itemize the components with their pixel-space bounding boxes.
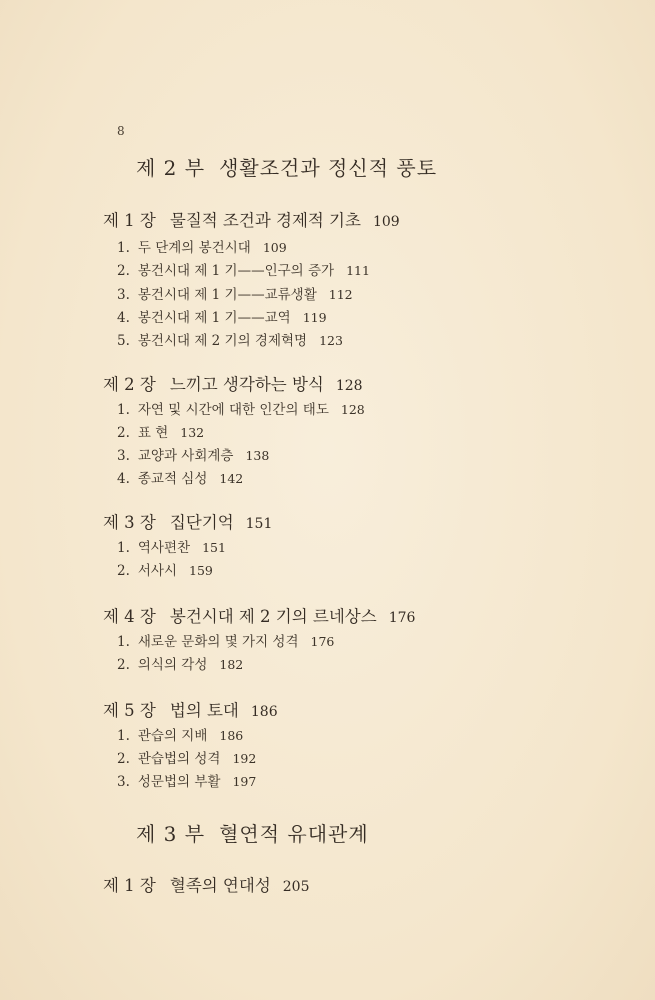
section-number: 2. — [117, 425, 130, 441]
chapter-4-heading — [103, 603, 415, 627]
section-page: 138 — [245, 448, 270, 463]
section-number: 3. — [117, 774, 130, 790]
section-title: 관습의 지배 — [137, 728, 208, 744]
section-title: 봉건시대 제 1 기——교류생활 — [137, 287, 317, 303]
chapter-page: 186 — [250, 704, 278, 720]
chapter-title: 물질적 조건과 경제적 기초 — [169, 211, 361, 230]
chapter-number: 제 2 장 — [103, 375, 156, 394]
section-entry — [117, 630, 334, 650]
section-title: 표 현 — [137, 425, 169, 441]
section-number: 2. — [117, 657, 130, 673]
section-number: 4. — [117, 471, 130, 487]
section-entry — [117, 306, 327, 326]
part-label: 제 3 부 — [136, 822, 206, 846]
section-entry — [117, 444, 269, 464]
section-title: 봉건시대 제 2 기의 경제혁명 — [137, 333, 308, 349]
chapter-page: 128 — [335, 378, 363, 394]
section-page: 151 — [202, 540, 226, 555]
section-page: 192 — [232, 751, 257, 766]
section-number: 1. — [117, 728, 130, 744]
section-number: 1. — [117, 240, 130, 256]
part-name: 혈연적 유대관계 — [219, 822, 369, 846]
section-number: 1. — [117, 540, 130, 556]
section-page: 123 — [319, 333, 343, 348]
chapter-title: 법의 토대 — [169, 701, 239, 720]
section-page: 176 — [310, 634, 335, 649]
part-label: 제 2 부 — [136, 156, 206, 180]
section-entry — [117, 747, 256, 767]
section-number: 2. — [117, 263, 130, 279]
chapter-5-heading — [103, 697, 278, 721]
section-entry — [117, 421, 204, 441]
chapter-number: 제 4 장 — [103, 607, 156, 626]
part-name: 생활조건과 정신적 풍토 — [219, 156, 438, 180]
section-title: 봉건시대 제 1 기——교역 — [137, 310, 291, 326]
chapter-number: 제 3 장 — [103, 513, 156, 532]
section-entry — [117, 559, 213, 579]
section-title: 봉건시대 제 1 기——인구의 증가 — [137, 263, 335, 279]
chapter-number: 제 5 장 — [103, 701, 156, 720]
chapter-title: 집단기억 — [169, 513, 234, 532]
section-number: 1. — [117, 634, 130, 650]
section-page: 109 — [262, 240, 287, 255]
section-entry — [117, 770, 256, 790]
part3-chapter-1-heading — [103, 872, 310, 896]
section-number: 3. — [117, 287, 130, 303]
section-entry — [117, 283, 353, 303]
section-title: 의식의 각성 — [137, 657, 208, 673]
chapter-page: 151 — [245, 516, 273, 532]
section-entry — [117, 259, 370, 279]
section-title: 종교적 심성 — [137, 471, 208, 487]
chapter-page: 109 — [372, 214, 400, 230]
section-number: 4. — [117, 310, 130, 326]
chapter-title: 봉건시대 제 2 기의 르네상스 — [169, 607, 377, 626]
section-page: 142 — [219, 471, 244, 486]
chapter-page: 205 — [282, 879, 310, 895]
part-title-2 — [136, 152, 437, 181]
page-number: 8 — [117, 124, 125, 138]
chapter-3-heading — [103, 509, 272, 533]
section-number: 2. — [117, 751, 130, 767]
section-title: 관습법의 성격 — [137, 751, 221, 767]
section-page: 132 — [180, 425, 205, 440]
section-page: 119 — [302, 310, 327, 325]
section-entry — [117, 467, 243, 487]
section-entry — [117, 236, 287, 256]
section-page: 111 — [346, 263, 370, 278]
section-title: 서사시 — [137, 563, 178, 579]
section-title: 자연 및 시간에 대한 인간의 태도 — [137, 402, 329, 418]
section-title: 두 단계의 봉건시대 — [137, 240, 251, 256]
section-page: 112 — [328, 287, 353, 302]
section-number: 2. — [117, 563, 130, 579]
chapter-1-heading — [103, 207, 400, 231]
section-page: 197 — [232, 774, 257, 789]
section-number: 1. — [117, 402, 130, 418]
section-entry — [117, 398, 365, 418]
chapter-number: 제 1 장 — [103, 876, 156, 895]
section-page: 182 — [219, 657, 244, 672]
chapter-title: 느끼고 생각하는 방식 — [169, 375, 324, 394]
section-title: 성문법의 부활 — [137, 774, 221, 790]
section-page: 159 — [189, 563, 213, 578]
section-page: 186 — [219, 728, 244, 743]
section-entry — [117, 653, 243, 673]
chapter-2-heading — [103, 371, 363, 395]
section-title: 새로운 문화의 몇 가지 성격 — [137, 634, 299, 650]
section-title: 역사편찬 — [137, 540, 191, 556]
section-page: 128 — [340, 402, 365, 417]
section-number: 3. — [117, 448, 130, 464]
section-entry — [117, 536, 226, 556]
section-number: 5. — [117, 333, 130, 349]
section-entry — [117, 329, 343, 349]
part-title-3 — [136, 818, 369, 847]
section-entry — [117, 724, 243, 744]
chapter-number: 제 1 장 — [103, 211, 156, 230]
section-title: 교양과 사회계층 — [137, 448, 234, 464]
chapter-page: 176 — [388, 610, 416, 626]
chapter-title: 혈족의 연대성 — [169, 876, 271, 895]
